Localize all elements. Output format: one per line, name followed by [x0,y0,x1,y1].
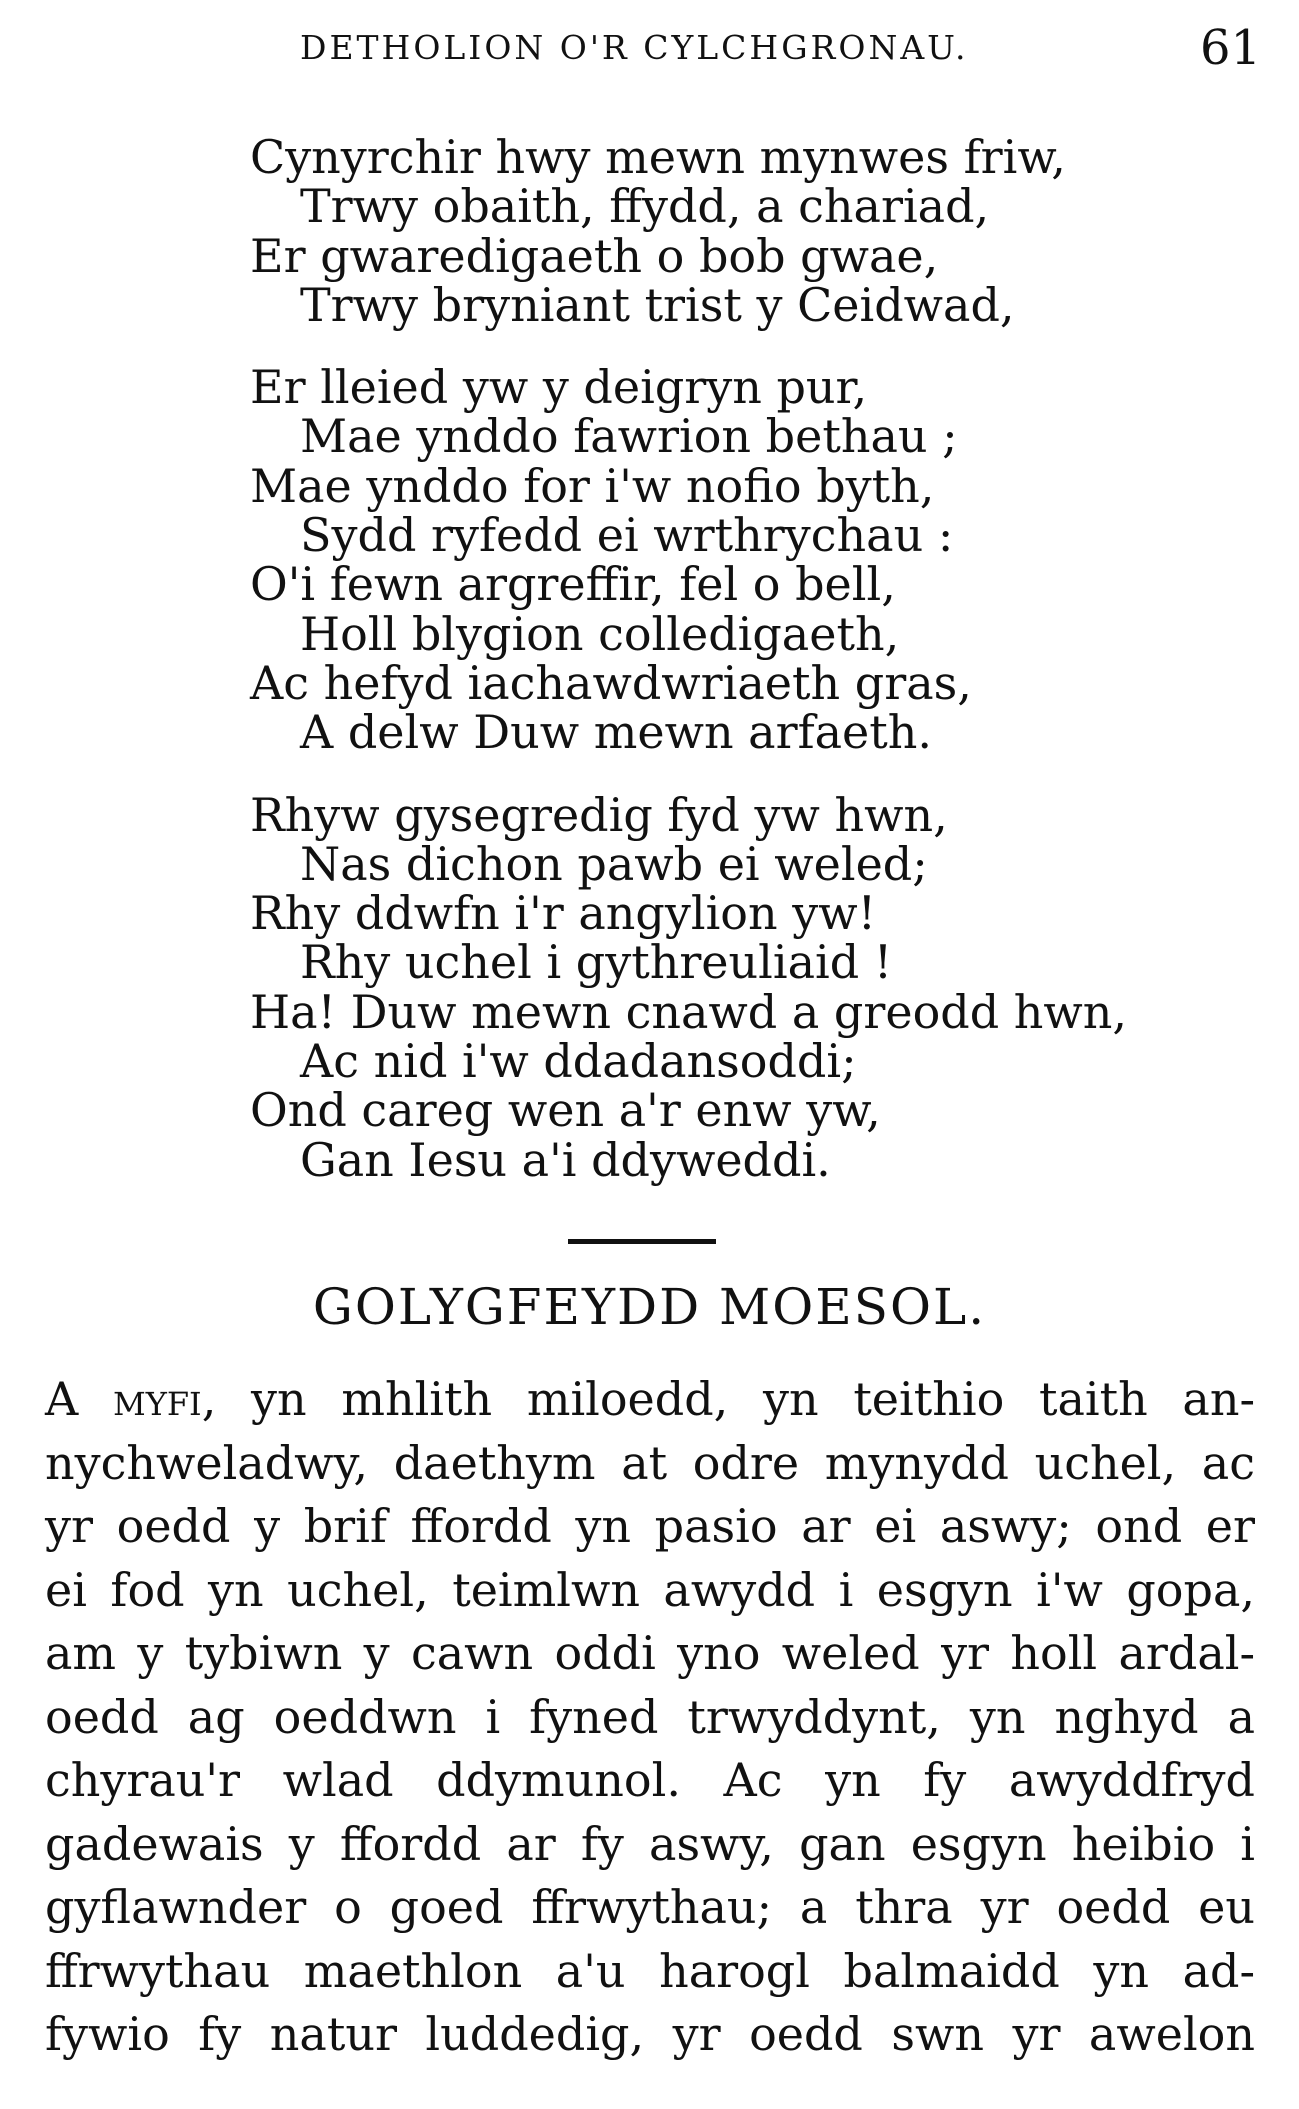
stanza-2 [250,360,1127,760]
page-number: 61 [1200,20,1262,76]
poem-line: Ac nid i'w ddadansoddi; [300,1034,857,1089]
opening-smallcaps: myfi [112,1372,202,1426]
prose-paragraph [45,1368,1255,2067]
prose-line: fywio fy natur luddedig, yr oedd swn yr awelon [45,2007,1255,2061]
prose-line: am y tybiwn y cawn oddi yno weled yr holl ardal- [45,1626,1255,1680]
running-head: DETHOLION O'R CYLCHGRONAU. [300,28,969,67]
prose-line: yr oedd y brif ffordd yn pasio ar ei aswy; ond er [45,1499,1255,1553]
poem-line: Nas dichon pawb ei weled; [300,836,928,891]
poem-line: Holl blygion colledigaeth, [300,606,900,661]
poem-line: Trwy bryniant trist y Ceidwad, [300,277,1015,332]
section-heading: GOLYGFEYDD MOESOL. [312,1278,987,1336]
opening-word: A [45,1372,79,1426]
poem-line: Mae ynddo for i'w nofio byth, [250,458,935,513]
prose-line: gadewais y ffordd ar fy aswy, gan esgyn heibio i [45,1816,1255,1871]
poem-line: Mae ynddo fawrion bethau ; [300,409,958,464]
prose-line [45,1368,1255,1432]
poem-line: Er lleied yw y deigryn pur, [250,360,868,415]
prose-line: ffrwythau maethlon a'u harogl balmaidd yn ad- [45,1943,1255,1998]
prose-line: nychweladwy, daethym at odre mynydd uchel, ac [45,1435,1255,1490]
prose-line: ei fod yn uchel, teimlwn awydd i esgyn i'w gopa, [45,1562,1255,1617]
prose-line: oedd ag oeddwn i fyned trwyddynt, yn nghyd a [45,1689,1255,1744]
first-line-rest: , yn mhlith miloedd, yn teithio taith an- [201,1372,1255,1426]
poem-line: Trwy obaith, ffydd, a chariad, [300,179,990,234]
prose-line: chyrau'r wlad ddymunol. Ac yn fy awyddfryd [45,1753,1255,1807]
poem-line: Ond careg wen a'r enw yw, [250,1083,881,1138]
poem-line: Er gwaredigaeth o bob gwae, [250,228,939,283]
poem [250,130,1128,1187]
poem-line: Gan Iesu a'i ddyweddi. [300,1132,831,1187]
poem-line: O'i fewn argreffir, fel o bell, [250,557,896,612]
poem-line: Ac hefyd iachawdwriaeth gras, [250,655,972,710]
poem-line: A delw Duw mewn arfaeth. [300,705,933,760]
stanza-3 [250,787,1128,1187]
poem-line: Rhy ddwfn i'r angylion yw! [250,886,877,941]
prose-line: gyflawnder o goed ffrwythau; a thra yr oedd eu [45,1880,1255,1934]
poem-line: Sydd ryfedd ei wrthrychau : [300,508,954,563]
poem-line: Cynyrchir hwy mewn mynwes friw, [250,130,1066,184]
poem-line: Ha! Duw mewn cnawd a greodd hwn, [250,984,1128,1039]
poem-line: Rhy uchel i gythreuliaid ! [300,935,893,990]
stanza-1 [250,130,1127,332]
poem-line: Rhyw gysegredig fyd yw hwn, [250,787,948,842]
section-divider [568,1239,716,1244]
